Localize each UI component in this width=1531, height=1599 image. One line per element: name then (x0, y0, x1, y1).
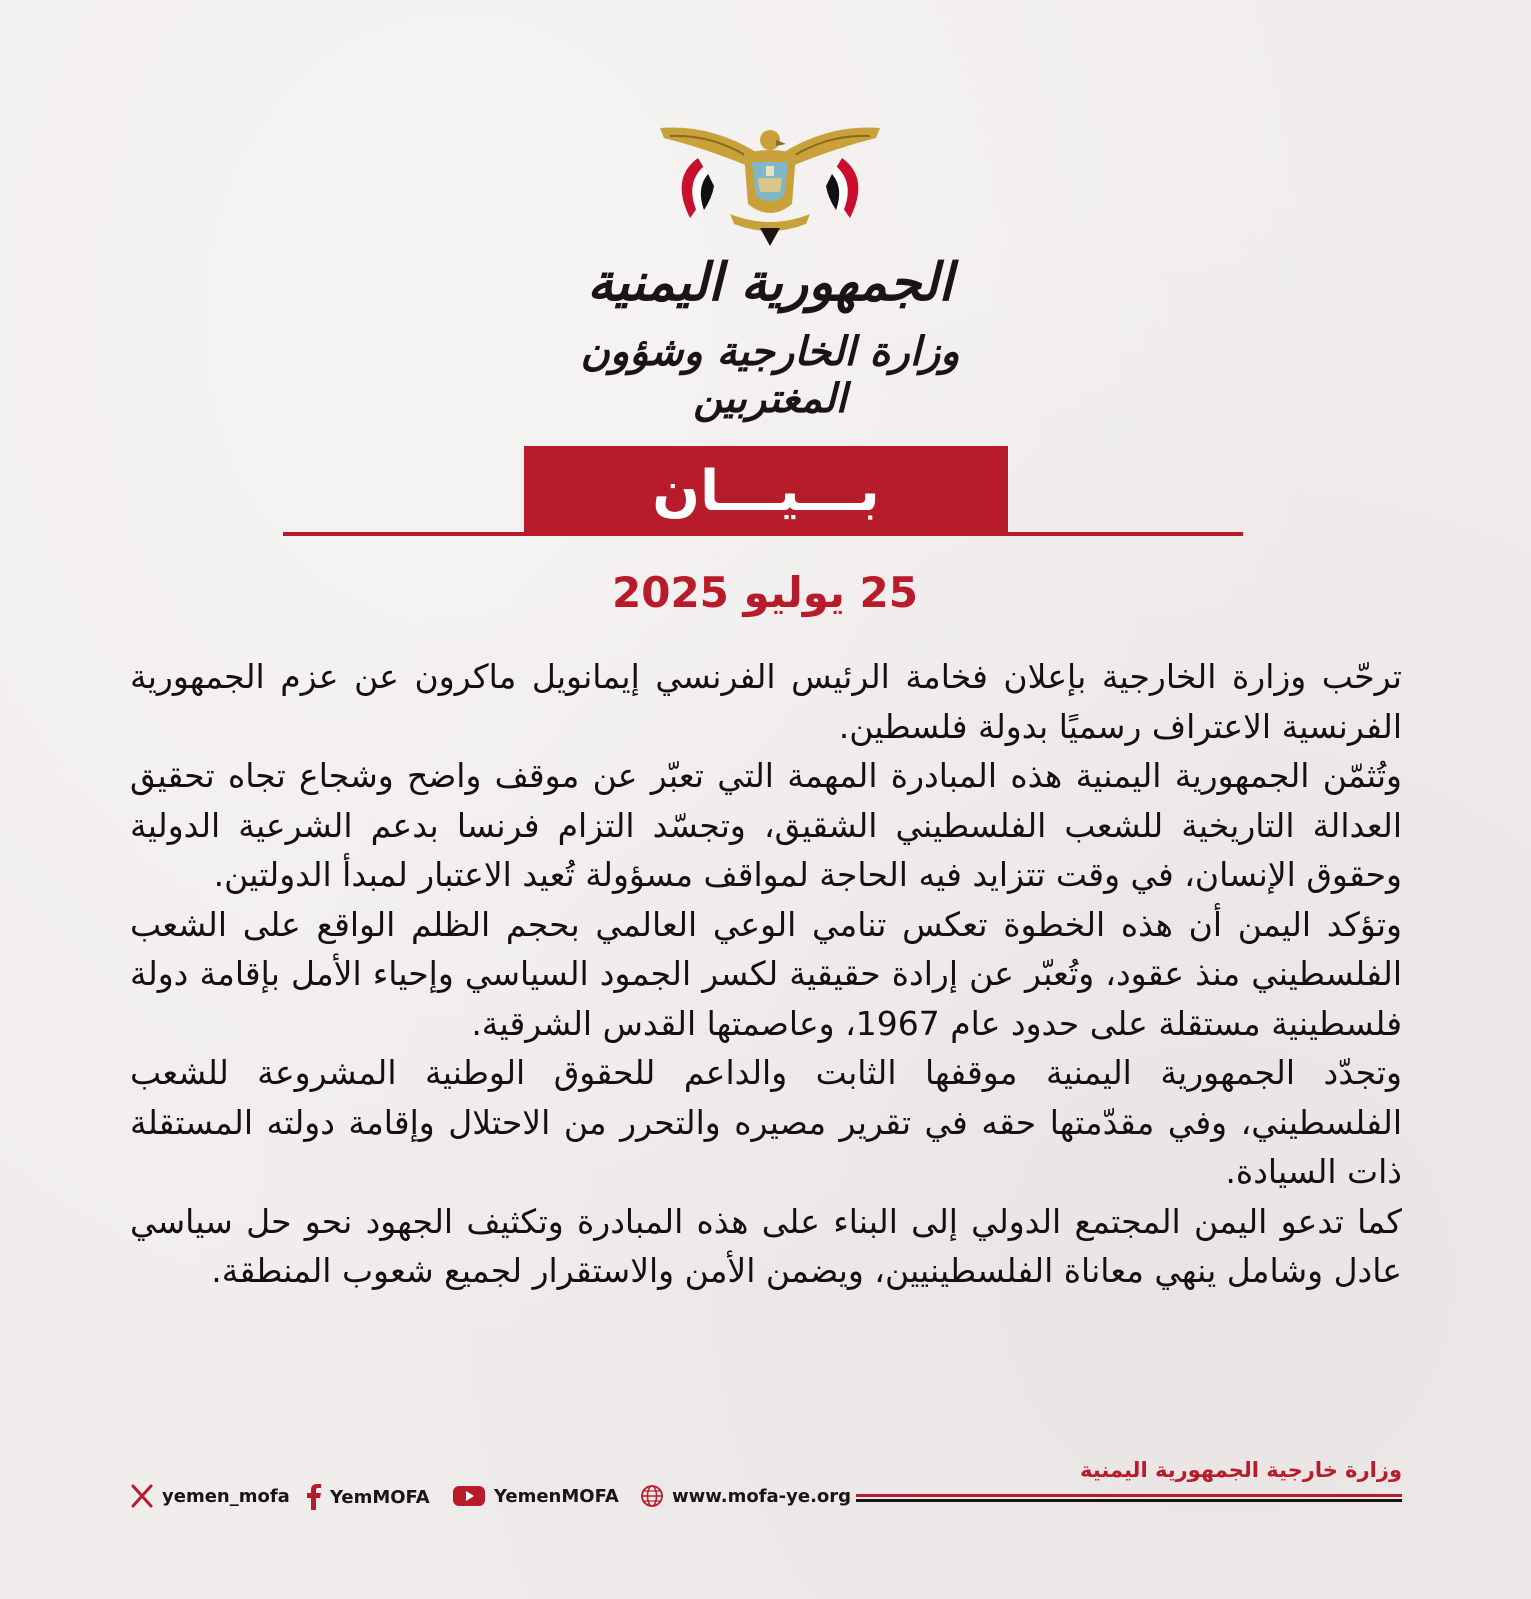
x-logo-icon (130, 1484, 154, 1508)
youtube-label: YemenMOFA (494, 1485, 619, 1507)
website-label: www.mofa-ye.org (672, 1485, 852, 1507)
youtube-icon (452, 1484, 486, 1508)
ministry-name: وزارة الخارجية وشؤون المغتربين (580, 328, 960, 422)
paragraph: وتؤكد اليمن أن هذه الخطوة تعكس تنامي الوعي العالمي بحجم الظلم الواقع على الشعب الفلسطيني منذ عقود، وتُعبّر عن إرادة حقيقية لكسر الجمود السياسي وإحياء الأمل بإقامة دولة فلسطينية مستقلة على حدود عام 1967، وعاصمتها القدس الشرقية. (130, 904, 1402, 1043)
paragraph: كما تدعو اليمن المجتمع الدولي إلى البناء على هذه المبادرة وتكثيف الجهود نحو حل سياسي عادل وشامل ينهي معاناة الفلسطينيين، ويضمن الأمن والاستقرار لجميع شعوب المنطقة. (130, 1201, 1402, 1290)
statement-title-banner (524, 446, 1008, 536)
facebook-link[interactable] (306, 1484, 430, 1510)
footer-ministry-name: وزارة خارجية الجمهورية اليمنية (1080, 1458, 1402, 1482)
facebook-label: YemMOFA (330, 1486, 430, 1508)
paragraph: وتُثمّن الجمهورية اليمنية هذه المبادرة المهمة التي تعبّر عن موقف واضح وشجاع تجاه تحقيق العدالة التاريخية للشعب الفلسطيني الشقيق، وتجسّد التزام فرنسا بدعم الشرعية الدولية وحقوق الإنسان، في وقت تتزايد فيه الحاجة لمواقف مسؤولة تُعيد الاعتبار لمبدأ الدولتين. (130, 756, 1402, 894)
footer-divider (856, 1494, 1402, 1506)
statement-date: 25 يوليو 2025 (612, 568, 918, 617)
paragraph: وتجدّد الجمهورية اليمنية موقفها الثابت والداعم للحقوق الوطنية المشروعة للشعب الفلسطيني، وفي مقدّمتها حقه في تقرير مصيره والتحرر من الاحتلال وإقامة دولته المستقلة ذات السيادة. (130, 1053, 1402, 1191)
statement-title: بـــيـــان (652, 458, 880, 524)
youtube-link[interactable] (452, 1484, 619, 1508)
x-link[interactable] (130, 1484, 290, 1508)
republic-name: الجمهورية اليمنية (587, 252, 953, 313)
paragraph: ترحّب وزارة الخارجية بإعلان فخامة الرئيس الفرنسي إيمانويل ماكرون عن عزم الجمهورية الفرنسية الاعتراف رسميًا بدولة فلسطين. (130, 657, 1402, 746)
yemen-eagle-emblem-icon (660, 118, 880, 248)
globe-icon (640, 1484, 664, 1508)
statement-body (130, 652, 1402, 1296)
facebook-icon (306, 1484, 322, 1510)
x-label: yemen_mofa (162, 1485, 290, 1507)
website-link[interactable] (640, 1484, 851, 1508)
